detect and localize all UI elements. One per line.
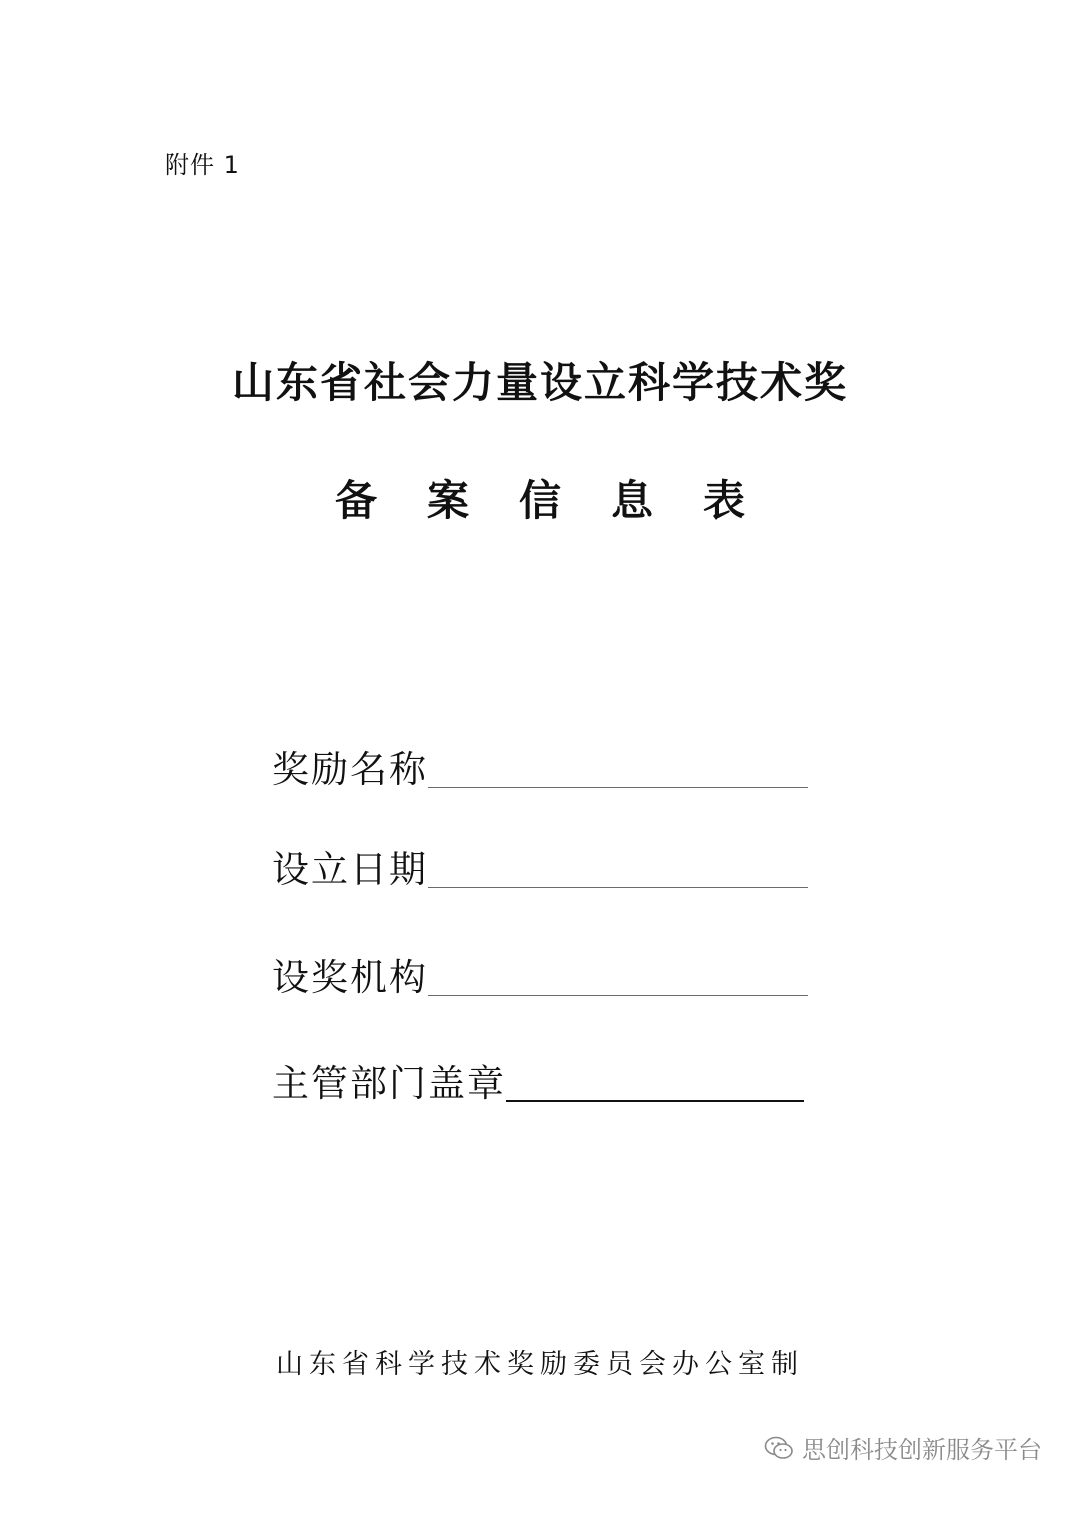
establish-date-field xyxy=(272,842,808,892)
award-org-line xyxy=(428,995,808,996)
award-name-field xyxy=(272,742,808,792)
award-org-label: 设奖机构 xyxy=(272,956,428,999)
wechat-icon xyxy=(764,1435,794,1461)
document-title: 山东省社会力量设立科学技术奖 xyxy=(231,358,848,407)
document-subtitle: 备案信息表 xyxy=(334,476,795,525)
attachment-label: 附件 1 xyxy=(165,151,240,179)
award-name-label: 奖励名称 xyxy=(272,748,428,791)
supervisor-seal-line xyxy=(506,1100,804,1102)
issuer-footer: 山东省科学技术奖励委员会办公室制 xyxy=(276,1349,804,1380)
establish-date-line xyxy=(428,887,808,888)
supervisor-seal-field xyxy=(272,1056,804,1106)
watermark xyxy=(764,1430,1042,1465)
award-org-field xyxy=(272,950,808,1000)
award-name-line xyxy=(428,787,808,788)
establish-date-label: 设立日期 xyxy=(272,848,428,891)
watermark-text: 思创科技创新服务平台 xyxy=(802,1436,1042,1464)
supervisor-seal-label: 主管部门盖章 xyxy=(272,1062,506,1105)
